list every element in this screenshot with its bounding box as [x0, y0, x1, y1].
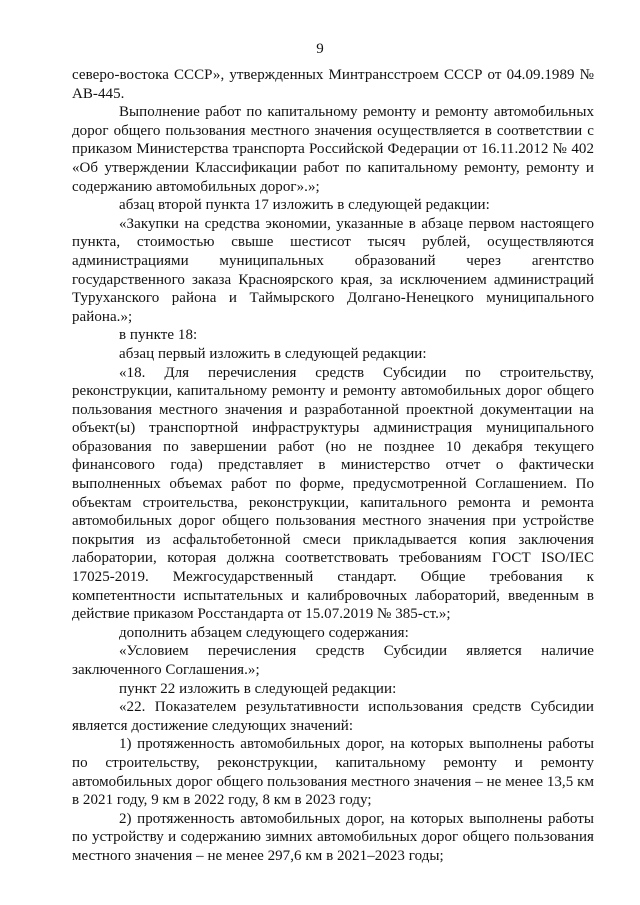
paragraph-clause-18: «18. Для перечисления средств Субсидии по строительству, реконструкции, капитальному ремонту и ремонту автомобильных дорог общего пользования местного значения и разработанной проектной документации на объект(ы) транспортной инфраструктуры администрация муниципального образования по завершении работ (но не позднее 10 декабря текущего финансового года) представляет в министерство отчет о фактически выполненных объемах работ по форме, предусмотренной Соглашением. По объектам строительства, реконструкции, капитального ремонта и ремонта автомобильных дорог общего пользования местного значения при устройстве покрытия из асфальтобетонной смеси прикладывается копия заключения лаборатории, которая должна соответствовать требованиям ГОСТ ISO/IEC 17025-2019. Межгосударственный стандарт. Общие требования к компетентности испытательных и калибровочных лабораторий, введенным в действие приказом Росстандарта от 15.07.2019 № 385-ст.»;	[72, 364, 594, 623]
paragraph-clause-22: «22. Показателем результативности использования средств Субсидии является достижение следующих значений:	[72, 699, 594, 734]
paragraph-indicator-1: 1) протяженность автомобильных дорог, на которых выполнены работы по строительству, реконструкции, капитальному ремонту и ремонту автомобильных дорог общего пользования местного значения – не менее 13,5 км в 2021 году, 9 км в 2022 году, 8 км в 2023 году;	[72, 736, 594, 809]
document-body	[72, 66, 594, 866]
paragraph-continuation: северо-востока СССР», утвержденных Минтрансстроем СССР от 04.09.1989 № АВ-445.	[72, 67, 594, 102]
paragraph-item-22: пункт 22 изложить в следующей редакции:	[119, 680, 397, 697]
paragraph-procurement: «Закупки на средства экономии, указанные в абзаце первом настоящего пункта, стоимостью свыше шестисот тысяч рублей, осуществляются администрациями муниципальных образований через агентство государственного заказа Красноярского края, за исключением администраций Туруханского района и Таймырского Долгано-Ненецкого муниципального района.»;	[72, 215, 594, 325]
page-number: 9	[316, 41, 324, 57]
paragraph-item-18: в пункте 18:	[119, 327, 198, 344]
paragraph-supplement: дополнить абзацем следующего содержания:	[119, 624, 409, 641]
paragraph-amend-17: абзац второй пункта 17 изложить в следующей редакции:	[119, 197, 490, 214]
paragraph-amend-first: абзац первый изложить в следующей редакции:	[119, 345, 427, 362]
paragraph-condition: «Условием перечисления средств Субсидии является наличие заключенного Соглашения.»;	[72, 643, 594, 678]
paragraph-repair-works: Выполнение работ по капитальному ремонту и ремонту автомобильных дорог общего пользования местного значения осуществляется в соответствии с приказом Министерства транспорта Российской Федерации от 16.11.2012 № 402 «Об утверждении Классификации работ по капитальному ремонту, ремонту и содержанию автомобильных дорог».»;	[72, 104, 594, 195]
paragraph-indicator-2: 2) протяженность автомобильных дорог, на которых выполнены работы по устройству и содержанию зимних автомобильных дорог общего пользования местного значения – не менее 297,6 км в 2021–2023 годы;	[72, 810, 594, 864]
